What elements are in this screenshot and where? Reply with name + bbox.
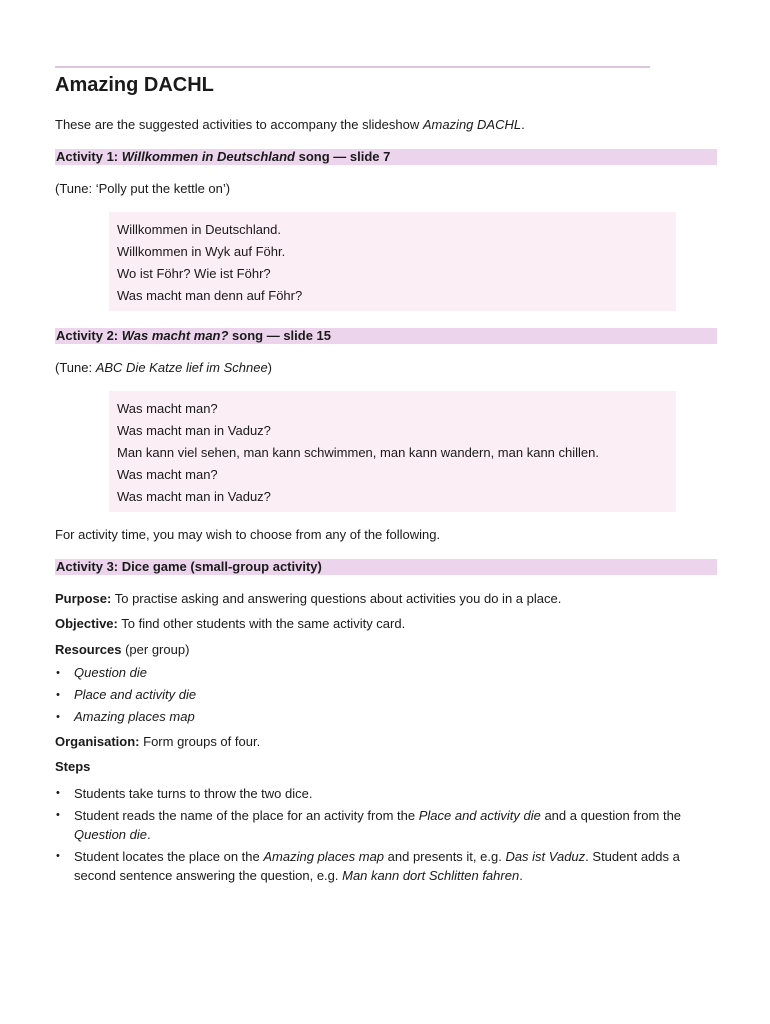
activity1-tune: (Tune: ‘Polly put the kettle on’)	[55, 181, 231, 196]
step3-text-f: Man kann dort Schlitten fahren	[342, 868, 520, 883]
lyric-line: Was macht man?	[117, 401, 218, 416]
activity2-heading-title: Was macht man?	[121, 328, 229, 343]
list-item: • Amazing places map	[55, 706, 717, 728]
step2-text-d: Question die	[74, 827, 147, 842]
lyric-line: Wo ist Föhr? Wie ist Föhr?	[117, 266, 271, 281]
activity2-tune-title: ABC Die Katze lief im Schnee	[95, 360, 268, 375]
steps-label: Steps	[55, 759, 91, 774]
activity1-heading-title: Willkommen in Deutschland	[121, 149, 295, 164]
document-body	[55, 72, 717, 888]
organisation-label: Organisation:	[55, 734, 140, 749]
lyric-line: Was macht man denn auf Föhr?	[117, 288, 303, 303]
lyric-line: Was macht man?	[117, 467, 218, 482]
resources-list	[55, 662, 717, 728]
step3-text-e: . Student adds a second sentence answering the question, e.g.	[74, 849, 680, 883]
step2-text-e: .	[147, 827, 151, 842]
activity2-tune-prefix: (Tune:	[55, 360, 96, 375]
activity1-lyrics-box	[109, 212, 676, 311]
intro-paragraph	[55, 116, 717, 134]
step3-text-c: and presents it, e.g.	[384, 849, 506, 864]
list-item: • Place and activity die	[55, 684, 717, 706]
list-item: • Students take turns to throw the two dice.	[55, 784, 717, 803]
step2-text-c: and a question from the	[540, 808, 682, 823]
objective-text: To find other students with the same activity card.	[117, 616, 406, 631]
activity1-heading-prefix: Activity 1:	[56, 149, 122, 164]
step3-text-a: Student locates the place on the	[74, 849, 264, 864]
activity2-tune	[55, 359, 717, 377]
objective-label: Objective:	[55, 616, 118, 631]
list-item	[55, 806, 717, 844]
purpose-label: Purpose:	[55, 591, 112, 606]
organisation-text: Form groups of four.	[139, 734, 261, 749]
activity1-heading-suffix: song — slide 7	[295, 149, 391, 164]
purpose-line	[55, 590, 717, 608]
objective-line	[55, 615, 717, 633]
lyric-line: Willkommen in Deutschland.	[117, 222, 282, 237]
step2-text-a: Student reads the name of the place for an activity from the	[74, 808, 419, 823]
steps-list	[55, 784, 717, 885]
resources-text: (per group)	[121, 642, 190, 657]
list-item: • Question die	[55, 662, 717, 684]
intro-text: These are the suggested activities to accompany the slideshow	[55, 117, 423, 132]
activity2-lyrics-box	[109, 391, 676, 512]
header-rule	[55, 66, 650, 68]
activity2-heading	[55, 328, 717, 344]
list-item	[55, 847, 717, 885]
step3-text-d: Das ist Vaduz	[505, 849, 586, 864]
lyric-line: Was macht man in Vaduz?	[117, 489, 271, 504]
step3-text-g: .	[519, 868, 523, 883]
activity2-tune-suffix: )	[267, 360, 273, 375]
page-title: Amazing DACHL	[55, 74, 214, 96]
step3-text-b: Amazing places map	[263, 849, 385, 864]
activity-time-note: For activity time, you may wish to choose from any of the following.	[55, 527, 441, 542]
activity1-heading	[55, 149, 717, 165]
lyric-line: Man kann viel sehen, man kann schwimmen, man kann wandern, man kann chillen.	[117, 445, 599, 460]
intro-slideshow-title: Amazing DACHL	[422, 117, 522, 132]
activity2-heading-suffix: song — slide 15	[228, 328, 332, 343]
resources-label: Resources	[55, 642, 122, 657]
step2-text-b: Place and activity die	[418, 808, 541, 823]
activity3-heading: Activity 3: Dice game (small-group activity)	[55, 559, 717, 575]
activity2-heading-prefix: Activity 2:	[56, 328, 122, 343]
lyric-line: Willkommen in Wyk auf Föhr.	[117, 244, 286, 259]
lyric-line: Was macht man in Vaduz?	[117, 423, 271, 438]
purpose-text: To practise asking and answering questions about activities you do in a place.	[111, 591, 562, 606]
resources-line	[55, 641, 717, 659]
intro-end: .	[521, 117, 525, 132]
organisation-line	[55, 733, 717, 751]
